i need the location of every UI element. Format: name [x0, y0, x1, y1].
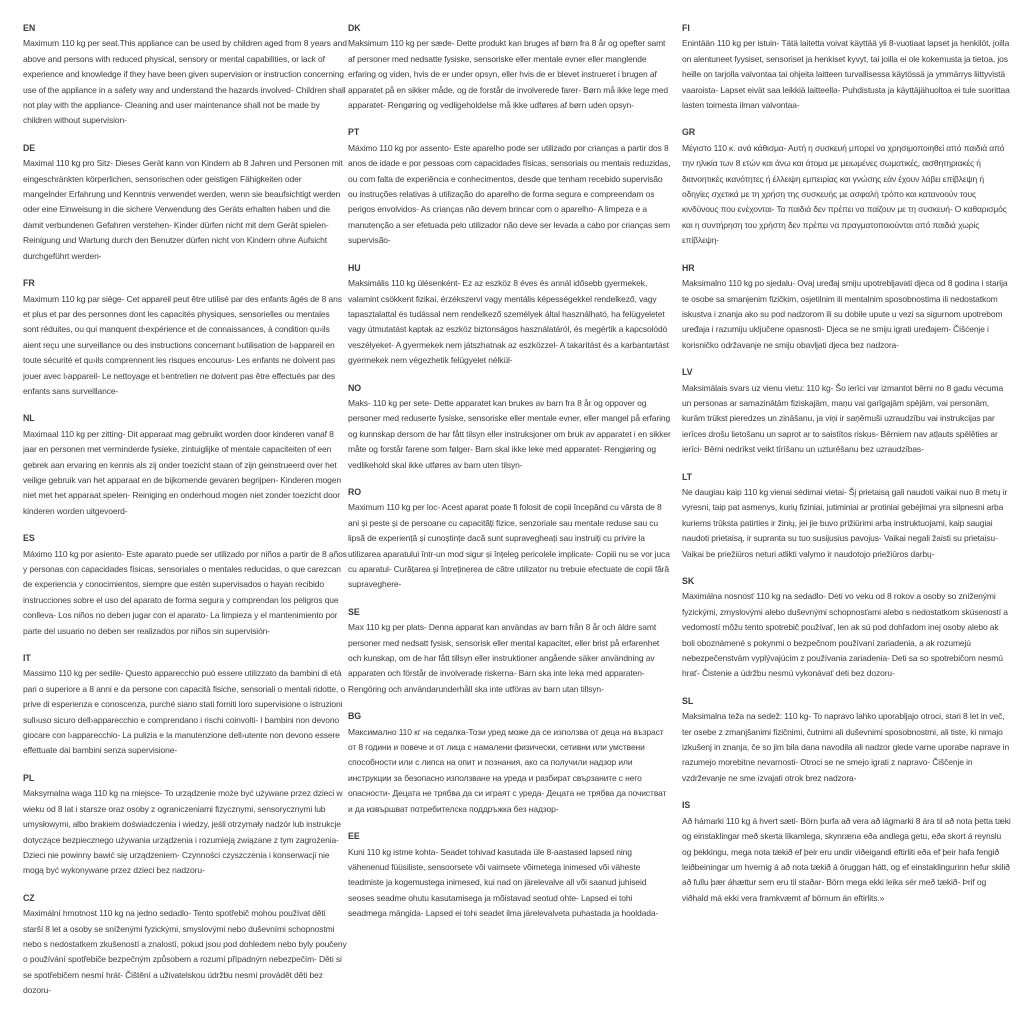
- language-section-en: [23, 21, 347, 129]
- language-paragraph: Maximální hmotnost 110 kg na jedno sedadlo- Tento spotřebič mohou používat děti starší 8 let a osoby se sníženými fyzickými, smyslovými nebo duševními schopnostmi nebo s nedostatkem zkušeností a znalostí, pokud jsou pod dohledem nebo byly poučeny o používání spotřebiče bezpečným způsobem a rozumí případným nebezpečím- Děti si se spotřebičem nesmí hrát- Čištění a uživatelskou údržbu nesmí provádět děti bez dozoru-: [23, 908, 347, 996]
- language-paragraph: Maximal 110 kg pro Sitz- Dieses Gerät kann von Kindern ab 8 Jahren und Personen mit eingeschränkten körperlichen, sensorischen oder geistigen Fähigkeiten oder mangelnder Erfahrung und Kenntnis verwendet werden, wenn sie beaufsichtigt werden oder eine Einweisung in die sichere Verwendung des Geräts erhalten haben und die damit verbundenen Gefahren verstehen- Kinder dürfen nicht mit dem Gerät spielen- Reinigung und Wartung durch den Benutzer dürfen nicht von Kindern ohne Aufsicht durchgeführt werden-: [23, 158, 343, 261]
- language-code: NO: [348, 382, 362, 393]
- language-paragraph: Máximo 110 kg por asiento- Este aparato puede ser utilizado por niños a partir de 8 años y personas con capacidades físicas, sensoriales o mentales reducidas, o que carezcan de experiencia y conocimientos, siempre que estén supervisados o hayan recibido instrucciones sobre el uso del aparato de forma segura y comprendan los peligros que conlleva- Los niños no deben jugar con el aparato- La limpieza y el mantenimiento por parte del usuario no deben ser realizados por niños sin supervisión-: [23, 548, 347, 636]
- language-code: GR: [682, 127, 696, 138]
- language-section-cz: [23, 891, 347, 999]
- language-section-hu: [348, 261, 672, 369]
- language-section-is: [682, 798, 1012, 906]
- language-paragraph: Maksymalna waga 110 kg na miejsce- To urządzenie może być używane przez dzieci w wieku od 8 lat i starsze oraz osoby z ograniczeniami fizycznymi, sensorycznymi lub umysłowymi, albo brakiem doświadczenia i wiedzy, jeśli otrzymały nadzór lub instrukcje dotyczące bezpiecznego używania urządzenia i rozumieją związane z tym zagrożenia- Dzieci nie powinny bawić się urządzeniem- Czynności czyszczenia i konserwacji nie mogą być wykonywane przez dzieci bez nadzoru-: [23, 788, 343, 876]
- language-code: SE: [348, 606, 360, 617]
- language-code: NL: [23, 413, 35, 424]
- language-paragraph: Maximum 110 kg par siège- Cet appareil peut être utilisé par des enfants âgés de 8 ans et plus et par des personnes dont les capacités physiques, sensorielles ou mentales sont réduites, ou qui manquent d›expérience et de connaissances, à condition qu›ils aient reçu une surveillance ou des instructions concernant l›utilisation de l›appareil en toute sécurité et qu›ils comprennent les risques encourus- Les enfants ne doivent pas jouer avec l›appareil- Le nettoyage et l›entretien ne doivent pas être effectués par des enfants sans surveillance-: [23, 293, 342, 396]
- language-section-dk: [348, 21, 672, 113]
- language-paragraph: Maximaal 110 kg per zitting- Dit apparaat mag gebruikt worden door kinderen vanaf 8 jaar en personen met verminderde fysieke, zintuiglijke of mentale capaciteiten of een gebrek aan ervaring en kennis als zij onder toezicht staan of zijn geinstrueerd over het veilige gebruik van het apparaat en de bijkomende gevaren begrijpen- Kinderen mogen niet met het apparaat spelen- Reiniging en onderhoud mogen niet zonder toezicht door kinderen worden uitgevoerd-: [23, 428, 341, 516]
- language-code: EN: [23, 23, 36, 33]
- language-section-no: [348, 381, 672, 473]
- language-section-ee: [348, 829, 672, 921]
- language-code: LT: [682, 471, 692, 482]
- language-paragraph: Maksimalna teža na sedež: 110 kg- To napravo lahko uporabljajo otroci, stari 8 let in več, ter osebe z zmanjšanimi fizičnimi, čutnimi ali duševnimi sposobnostmi, ali tiste, ki nimajo izkušenj in znanja, če so jim bila dana navodila ali nadzor glede varne uporabe naprave in razumejo morebitne nevarnosti- Otroci se ne smejo igrati z napravo- Čiščenje in vzdrževanje ne sme izvajati otrok brez nadzora-: [682, 711, 1010, 783]
- language-paragraph: Enintään 110 kg per istuin- Tätä laitetta voivat käyttää yli 8-vuotiaat lapset ja henkilöt, joilla on alentuneet fyysiset, sensoriset ja henkiset kyvyt, tai joilla ei ole kokemusta ja tietoa, jos heille on tarjolla valvontaa tai ohjeita laitteen turvallisessa käytössä ja ymmärrys liittyvistä vaaroista- Lapset eivät saa leikkiä laitteella- Puhdistusta ja käyttäjähuoltoa ei tule suorittaa lasten toimesta ilman valvontaa-: [682, 38, 1010, 111]
- language-paragraph: Maximum 110 kg per loc- Acest aparat poate fi folosit de copii începând cu vârsta de 8 ani și peste și de persoane cu capacități fizice, senzoriale sau mentale reduse sau cu lipsă de experiență și cunoștințe dacă sunt supravegheați sau instruiți cu privire la utilizarea aparatului într-un mod sigur și înțeleg pericolele implicate- Copiii nu se vor juca cu aparatul- Curățarea și întreținerea de către utilizator nu trebuie efectuate de copii fără supraveghere-: [348, 502, 670, 590]
- language-section-hr: [682, 261, 1012, 353]
- language-code: FR: [23, 278, 35, 289]
- language-section-bg: [348, 709, 672, 817]
- language-section-lt: [682, 470, 1012, 562]
- language-code: IS: [682, 800, 691, 811]
- language-column-2: [348, 21, 672, 934]
- language-section-se: [348, 605, 672, 697]
- language-section-nl: [23, 411, 347, 519]
- language-paragraph: Maksimum 110 kg per sæde- Dette produkt kan bruges af børn fra 8 år og opefter samt af personer med nedsatte fysiske, sensoriske eller mentale evner eller manglende erfaring og viden, hvis de er under opsyn, eller hvis de er blevet instrueret i brugen af apparatet på en sikker måde, og de forstår de involverede farer- Børn må ikke lege med apparatet- Rengøring og vedligeholdelse må ikke udføres af børn uden opsyn-: [348, 38, 668, 111]
- language-section-fi: [682, 21, 1012, 113]
- language-code: CZ: [23, 892, 35, 903]
- language-paragraph: Maksimális 110 kg ülésenként- Ez az eszköz 8 éves és annál idősebb gyermekek, valamint csökkent fizikai, érzékszervi vagy mentális képességekkel rendelkező, vagy tapasztalattal és tudással nem rendelkező személyek által használható, ha felügyeletet vagy útmutatást kaptak az eszköz biztonságos használatáról, és megértik a kapcsolódó veszélyeket- A gyermekek nem játszhatnak az eszközzel- A takarítást és a karbantartást gyermekek nem végezhetik felügyelet nélkül-: [348, 278, 669, 366]
- language-paragraph: Максимално 110 кг на седалка-Този уред може да се използва от деца на възраст от 8 години и повече и от лица с намалени физически, сетивни или умствени способности или с липса на опит и познания, ако са получили надзор или инструкции за безопасно използване на уреда и разбират свързаните с него опасности- Децата не трябва да си играят с уреда- Децата не трябва да почистват и да извършват потребителска поддръжка без надзор-: [348, 726, 667, 814]
- language-paragraph: Maximum 110 kg per seat.This appliance can be used by children aged from 8 years and above and persons with reduced physical, sensory or mental capabilities, or lack of experience and knowledge if they have been given supervision or instruction concerning use of the appliance in a safety way and understand the hazards involved- Children shall not play with the appliance- Cleaning and user maintenance shall not be made by children without supervision-: [23, 38, 347, 126]
- language-section-sk: [682, 574, 1012, 682]
- language-column-3: [682, 21, 1012, 918]
- language-paragraph: Ne daugiau kaip 110 kg vienai sėdimai vietai- Šį prietaisą gali naudoti vaikai nuo 8 metų ir vyresni, taip pat asmenys, kurių fiziniai, jutiminiai ar protiniai gebėjimai yra silpnesni arba kuriems trūksta patirties ir žinių, jei jie buvo prižiūrimi arba instruktuojami, kaip saugiai naudoti prietaisą, ir supranta su tuo susijusius pavojus- Vaikai negali žaisti su prietaisu- Vaikai be priežiūros neturi atlikti valymo ir naudotojo priežiūros darbų-: [682, 486, 1008, 559]
- language-code: EE: [348, 831, 360, 842]
- language-paragraph: Maksimalno 110 kg po sjedalu- Ovaj uređaj smiju upotrebljavati djeca od 8 godina i starija te osobe sa smanjenim fizičkim, osjetilnim ili mentalnim sposobnostima ili nedostatkom iskustva i znanja ako su pod nadzorom ili su dobile upute u vezi sa sigurnom upotrebom uređaja i razumiju uključene opasnosti- Djeca se ne smiju igrati uređajem- Čišćenje i korisničko održavanje ne smiju obavljati djeca bez nadzora-: [682, 278, 1008, 350]
- language-code: DE: [23, 142, 36, 153]
- language-code: DK: [348, 23, 361, 33]
- language-code: FI: [682, 23, 690, 33]
- language-code: ES: [23, 533, 35, 544]
- language-paragraph: Máximo 110 kg por assento- Este aparelho pode ser utilizado por crianças a partir dos 8 anos de idade e por pessoas com capacidades físicas, sensoriais ou mentais reduzidas, ou com falta de experiência e conhecimentos, desde que tenham recebido supervisão ou instruções relativas à utilização do aparelho de forma segura e compreendam os perigos envolvidos- As crianças não devem brincar com o aparelho- A limpeza e a manutenção a ser efetuada pelo utilizador não deve ser levada a cabo por crianças sem supervisão-: [348, 142, 671, 246]
- language-paragraph: Maks- 110 kg per sete- Dette apparatet kan brukes av barn fra 8 år og oppover og personer med reduserte fysiske, sensoriske eller mentale evner, eller mangel på erfaring og kunnskap dersom de har fått tilsyn eller instruksjoner om bruk av apparatet i en sikker måte og forstår farene som følger- Barn skal ikke leke med apparatet- Rengjøring og vedlikehold skal ikke utføres av barn uten tilsyn-: [348, 397, 671, 470]
- language-code: SK: [682, 576, 695, 586]
- language-section-it: [23, 651, 347, 759]
- language-code: PL: [23, 772, 35, 783]
- language-code: LV: [682, 367, 693, 378]
- language-code: BG: [348, 711, 362, 722]
- language-section-gr: [682, 125, 1012, 248]
- language-section-pt: [348, 125, 672, 248]
- language-paragraph: Kuni 110 kg istme kohta- Seadet tohivad kasutada üle 8-aastased lapsed ning vähenenud füüsiliste, sensoorsete või vaimsete võimetega inimesed või väheste teadmiste ja kogemustega inimesed, kui nad on järelevalve all või saanud juhiseid seoses seadme ohutu kasutamisega ja mõistavad seotud ohte- Lapsed ei tohi seadmega mängida- Lapsed ei tohi seadet ilma järelevalveta puhastada ja hooldada-: [348, 846, 659, 919]
- language-code: PT: [348, 127, 360, 138]
- language-code: HU: [348, 262, 361, 273]
- language-code: RO: [348, 486, 362, 497]
- language-paragraph: Max 110 kg per plats- Denna apparat kan användas av barn från 8 år och äldre samt personer med nedsatt fysisk, sensorisk eller mental kapacitet, eller brist på erfarenhet och kunskap, om de har fått tillsyn eller instruktioner angående säker användning av apparaten och förstår de involverade riskerna- Barn ska inte leka med apparaten- Rengöring och användarunderhåll ska inte utföras av barn utan tillsyn-: [348, 622, 660, 694]
- language-code: HR: [682, 262, 695, 273]
- language-code: SL: [682, 695, 694, 706]
- language-section-pl: [23, 771, 347, 879]
- language-section-de: [23, 141, 347, 264]
- language-section-fr: [23, 276, 347, 399]
- language-paragraph: Maksimālais svars uz vienu vietu: 110 kg- Šo ierīci var izmantot bērni no 8 gadu vecuma un personas ar samazinātām fiziskajām, maņu vai garīgajām spējām, vai personām, kurām trūkst pieredzes un zināšanu, ja viņi ir saņēmuši uzraudzību vai instrukcijas par ierīces drošu lietošanu un saprot ar to saistītos riskus- Bērniem nav atļauts spēlēties ar ierīci- Bērni nedrīkst veikt tīrīšanu un uzturēšanu bez uzraudzības-: [682, 382, 1004, 455]
- language-section-ro: [348, 485, 672, 593]
- language-paragraph: Að hámarki 110 kg á hvert sæti- Börn þurfa að vera að lágmarki 8 ára til að nota þetta tæki og einstaklingar með skerta líkamlega, skynræna eða andlega getu, eða skort á reynslu og þekkingu, mega nota tækið ef þeir eru undir viðeigandi eftirliti eða ef þeir hafa fengið leiðbeiningar um hvernig á að nota tækið á öruggan hátt, og ef einstaklingurinn hefur skilið að fullu þær áhættur sem eru til staðar- Börn mega ekki leika sér með tækið- Þrif og viðhald má ekki vera framkvæmt af börnum án eftirlits.»: [682, 815, 1011, 903]
- language-paragraph: Maximálna nosnosť 110 kg na sedadlo- Deti vo veku od 8 rokov a osoby so zníženými fyzickými, zmyslovými alebo duševnými schopnosťami alebo s nedostatkom skúseností a vedomostí môžu tento spotrebič používať, len ak sú pod dohľadom inej osoby alebo ak boli oboznámené s pokynmi o bezpečnom používaní zariadenia, a ak rozumejú nebezpečenstvám vyplývajúcim z používania zariadenia- Deti sa so spotrebičom nesmú hrať- Čistenie a údržbu nesmú vykonávať deti bez dozoru-: [682, 591, 1008, 679]
- language-section-lv: [682, 365, 1012, 457]
- language-section-es: [23, 531, 347, 639]
- language-column-1: [23, 21, 347, 1011]
- language-paragraph: Massimo 110 kg per sedile- Questo apparecchio può essere utilizzato da bambini di età pari o superiore a 8 anni e da persone con capacità fisiche, sensoriali o mentali ridotte, o prive di esperienza e conoscenza, purché siano stati forniti loro supervisione o istruzioni sull›uso sicuro dell›apparecchio e comprendano i rischi coinvolti- I bambini non devono giocare con l›apparecchio- La pulizia e la manutenzione dell›utente non devono essere effettuate dai bambini senza supervisione-: [23, 668, 346, 756]
- language-code: IT: [23, 653, 31, 664]
- language-section-sl: [682, 694, 1012, 786]
- language-paragraph: Μέγιστο 110 κ. ανά κάθισμα- Αυτή η συσκευή μπορεί να χρησιμοποιηθεί από παιδιά από την ηλικία των 8 ετών και άνω και άτομα με μειωμένες σωματικές, αισθητηριακές ή διανοητικές ικανότητες ή έλλειψη εμπειρίας και γνώσης εάν έχουν λάβει επίβλεψη ή οδηγίες σχετικά με τη χρήση της συσκευής με ασφαλή τρόπο και κατανοούν τους κινδύνους που ενέχονται- Τα παιδιά δεν πρέπει να παίζουν με τη συσκευή- Ο καθαρισμός και η συντήρηση του χρήστη δεν πρέπει να πραγματοποιούνται από παιδιά χωρίς επίβλεψη-: [682, 142, 1007, 246]
